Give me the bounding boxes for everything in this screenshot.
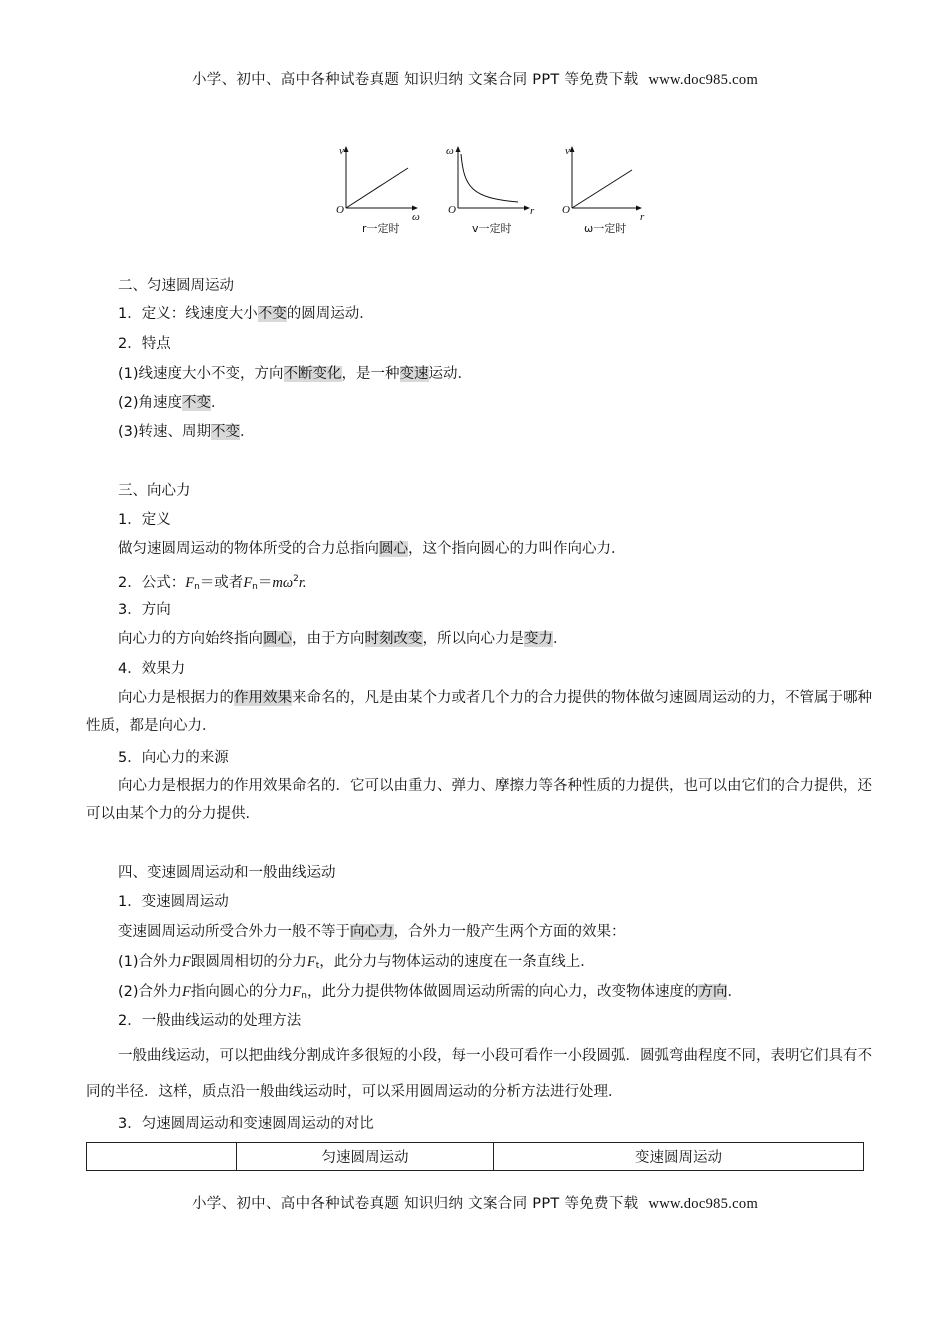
s4-general-paragraph: 一般曲线运动，可以把曲线分割成许多很短的小段，每一小段可看作一小段圆弧．圆弧弯曲程度不同，表明它们具有不同的半径．这样，质点沿一般曲线运动时，可以采用圆周运动的分析方法进行处理． — [86, 1048, 872, 1100]
table-header-row — [87, 1143, 864, 1171]
page-footer — [0, 1192, 950, 1213]
footer-text: 小学、初中、高中各种试卷真题 知识归纳 文案合同 PPT 等免费下载 — [191, 1196, 639, 1212]
header-url: www.doc985.com — [648, 72, 759, 88]
graph-v-omega — [336, 145, 420, 235]
g2-caption: v一定时 — [472, 222, 512, 235]
s4-point-2: (2)合外力F指向圆心的分力$F_n$，此分力提供物体做圆周运动所需的向心力，改变物体速度的方向． — [118, 984, 742, 1001]
s2-features-title: 2．特点 — [118, 336, 171, 352]
s4-variable-title: 1．变速圆周运动 — [118, 894, 229, 910]
s2-feature-2: (2)角速度不变． — [118, 395, 226, 411]
s4-title: 四、变速圆周运动和一般曲线运动 — [118, 865, 336, 881]
s3-source-paragraph: 向心力是根据力的作用效果命名的．它可以由重力、弹力、摩擦力等各种性质的力提供，也可以由它们的合力提供，还可以由某个力的分力提供． — [86, 778, 872, 822]
g1-xlabel: ω — [412, 211, 420, 223]
s2-title: 二、匀速圆周运动 — [118, 278, 234, 294]
s2-definition: 1．定义：线速度大小不变的圆周运动． — [118, 306, 374, 322]
s3-effect-paragraph: 向心力是根据力的作用效果来命名的，凡是由某个力或者几个力的合力提供的物体做匀速圆周运动的力，不管属于哪种性质，都是向心力． — [86, 690, 872, 734]
comparison-table — [86, 1142, 864, 1171]
page-header — [0, 68, 950, 89]
table-header-cell: 匀速圆周运动 — [237, 1143, 494, 1171]
table-header-cell — [87, 1143, 237, 1171]
s3-formula: 2．公式：$F_n=$或者$F_n=m\omega^2r$. — [118, 574, 307, 592]
s3-def-title: 1．定义 — [118, 512, 171, 528]
s3-direction: 向心力的方向始终指向圆心，由于方向时刻改变，所以向心力是变力． — [118, 631, 568, 647]
s3-title: 三、向心力 — [118, 483, 191, 499]
g1-origin: O — [336, 204, 344, 216]
graph-omega-r — [446, 145, 535, 235]
s3-effect-title: 4．效果力 — [118, 661, 186, 677]
s4-compare-title: 3．匀速圆周运动和变速圆周运动的对比 — [118, 1116, 374, 1132]
s3-source-title: 5．向心力的来源 — [118, 750, 229, 766]
g1-caption: r一定时 — [362, 222, 400, 235]
s3-definition: 做匀速圆周运动的物体所受的合力总指向圆心，这个指向圆心的力叫作向心力． — [118, 541, 626, 557]
g3-origin: O — [562, 204, 570, 216]
g3-caption: ω一定时 — [584, 222, 627, 235]
g3-xlabel: r — [640, 211, 645, 223]
s4-variable-text: 变速圆周运动所受合外力一般不等于向心力，合外力一般产生两个方面的效果： — [118, 924, 626, 940]
g1-ylabel: v — [339, 145, 344, 157]
g2-xlabel: r — [530, 205, 535, 217]
s2-feature-1: (1)线速度大小不变，方向不断变化，是一种变速运动． — [118, 366, 473, 382]
s3-dir-title: 3．方向 — [118, 602, 171, 618]
footer-url: www.doc985.com — [648, 1196, 759, 1212]
graph-v-r — [562, 145, 645, 235]
header-text: 小学、初中、高中各种试卷真题 知识归纳 文案合同 PPT 等免费下载 — [191, 72, 639, 88]
g3-ylabel: v — [565, 145, 570, 157]
table-header-cell: 变速圆周运动 — [494, 1143, 864, 1171]
s4-point-1: (1)合外力F跟圆周相切的分力$F_t$，此分力与物体运动的速度在一条直线上． — [118, 954, 595, 971]
s4-general-title: 2．一般曲线运动的处理方法 — [118, 1013, 302, 1029]
s2-feature-3: (3)转速、周期不变． — [118, 424, 255, 440]
g2-ylabel: ω — [446, 145, 454, 157]
figure-graphs — [330, 140, 650, 240]
g2-origin: O — [448, 204, 456, 216]
